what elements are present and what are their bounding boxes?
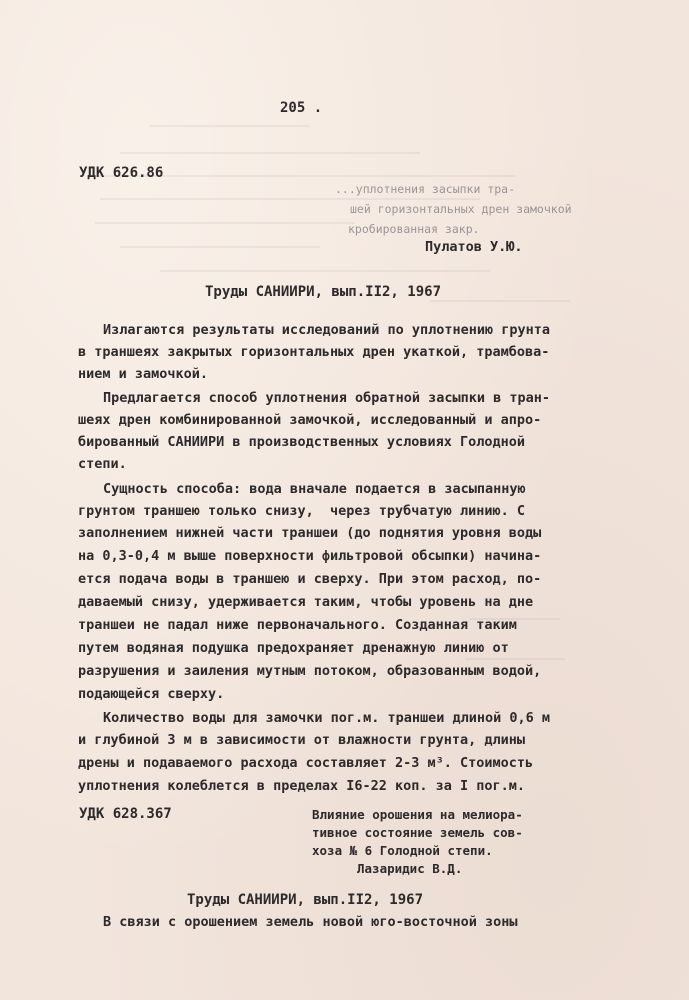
article2-source: Труды САНИИРИ, вып.II2, 1967 (187, 892, 424, 908)
abstract-line: грунтом траншею только снизу, через трубчатую линию. С (78, 503, 526, 519)
abstract-line: степи. (78, 456, 127, 472)
abstract-line: разрушения и заиления мутным потоком, образованным водой, (78, 663, 542, 679)
abstract-line: бированный САНИИРИ в производственных условиях Голодной (78, 434, 526, 450)
article2-udk: УДК 628.367 (79, 806, 172, 822)
article1-source: Труды САНИИРИ, вып.II2, 1967 (205, 284, 442, 300)
article2-first-line: В связи с орошением земель новой юго-восточной зоны (103, 914, 518, 930)
article2-author: Лазаридис В.Д. (357, 861, 463, 876)
abstract-line: подающейся сверху. (78, 686, 225, 702)
article1-title-line: ...уплотнения засыпки тра- (335, 182, 516, 196)
article1-title-line: кробированная закр. (348, 222, 480, 236)
abstract-line: в траншеях закрытых горизонтальных дрен укаткой, трамбова- (78, 344, 550, 360)
abstract-line: дрены и подаваемого расхода составляет 2-3 м³. Стоимость (78, 755, 534, 771)
abstract-line: Предлагается способ уплотнения обратной засыпки в тран- (103, 390, 551, 406)
article1-udk: УДК 626.86 (79, 165, 164, 181)
article2-title-line: Влияние орошения на мелиора- (312, 807, 523, 822)
article2-title-line: хоза № 6 Голодной степи. (312, 843, 493, 858)
abstract-line: и глубиной 3 м в зависимости от влажности грунта, длины (78, 732, 526, 748)
abstract-line: траншеи не падал ниже первоначального. Созданная таким (78, 617, 517, 633)
abstract-line: Количество воды для замочки пог.м. траншеи длиной 0,6 м (103, 710, 551, 726)
abstract-line: ется подача воды в траншею и сверху. При этом расход, по- (78, 571, 542, 587)
abstract-line: нием и замочкой. (78, 366, 209, 382)
abstract-line: заполнением нижней части траншеи (до поднятия уровня воды (78, 525, 542, 541)
abstract-line: шеях дрен комбинированной замочкой, исследованный и апро- (78, 412, 542, 428)
abstract-line: уплотнения колеблется в пределах I6-22 коп. за I пог.м. (78, 778, 526, 794)
article1-author: Пулатов У.Ю. (425, 239, 523, 255)
abstract-line: на 0,3-0,4 м выше поверхности фильтровой обсыпки) начина- (78, 548, 542, 564)
abstract-line: Излагаются результаты исследований по уплотнению грунта (103, 322, 551, 338)
article1-title-line: шей горизонтальных дрен замочкой (350, 202, 572, 216)
abstract-line: Сущность способа: вода вначале подается в засыпанную (103, 481, 526, 497)
page-number: 205 . (280, 100, 323, 116)
abstract-line: путем водяная подушка предохраняет дренажную линию от (78, 640, 509, 656)
article2-title-line: тивное состояние земель сов- (312, 825, 523, 840)
abstract-line: даваемый снизу, удерживается таким, чтобы уровень на дне (78, 594, 534, 610)
